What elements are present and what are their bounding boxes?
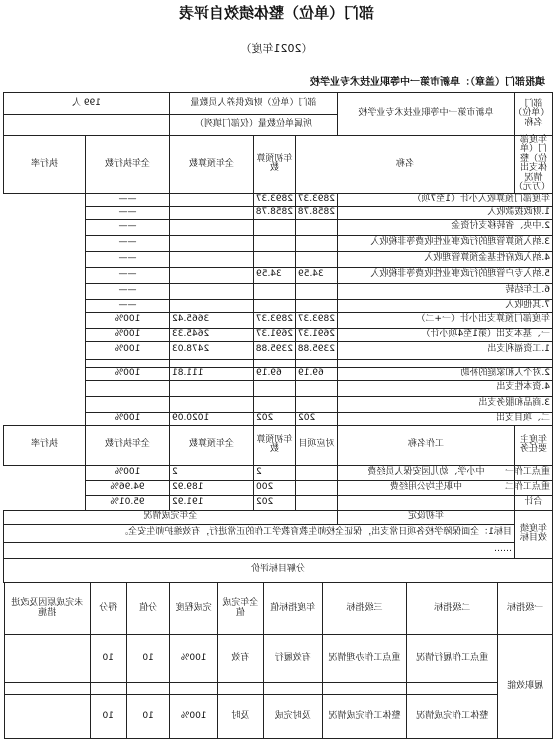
budget-row-name: 6.上年结转 <box>338 283 553 299</box>
budget-row-name: 4.资本性支出 <box>338 380 553 396</box>
indicator-score <box>90 683 126 695</box>
indicator-lvl2: 重点工作履行情况 <box>407 635 498 683</box>
budget-row-adjusted <box>254 219 296 235</box>
budget-row <box>3 206 552 219</box>
budget-row-initial: 34.59 <box>296 267 338 283</box>
budget-row-initial: 2858.78 <box>296 206 338 219</box>
budget-row <box>3 412 552 425</box>
budget-row-initial: 202 <box>296 412 338 425</box>
budget-header-rate: 执行率 <box>3 136 85 194</box>
indicator-score: 10 <box>90 695 126 739</box>
task-row-initial <box>296 495 338 510</box>
budget-row-rate: —— <box>86 267 170 283</box>
task-row-name: 重点工作一 <box>515 465 553 480</box>
task-row-rate: 95.01% <box>86 495 170 510</box>
budget-row-initial <box>296 299 338 312</box>
budget-row-adjusted <box>254 299 296 312</box>
task-row-name: 合计 <box>515 495 553 510</box>
eval-header-degree: 完成程度 <box>170 583 218 635</box>
budget-row <box>3 328 552 341</box>
budget-row-actual <box>170 206 254 219</box>
budget-row-rate: —— <box>86 219 170 235</box>
task-row-adjusted: 200 <box>254 480 296 495</box>
budget-row-initial <box>296 359 338 367</box>
budget-row-initial: 2691.37 <box>296 328 338 341</box>
goals-section-label: 年度绩效目标 <box>515 510 553 558</box>
indicator-lvl3 <box>322 683 406 695</box>
budget-row-name: 年度部门预算收入小计（1至7项） <box>338 193 553 206</box>
eval-header-lvl2: 二级指标 <box>407 583 498 635</box>
budget-row <box>3 367 552 380</box>
budget-rows <box>3 193 552 425</box>
budget-row-actual <box>170 359 254 367</box>
budget-row-actual: 2645.33 <box>170 328 254 341</box>
budget-row-name: 2.中央、省转移支付资金 <box>338 219 553 235</box>
eval-header-weight: 分值 <box>126 583 169 635</box>
indicator-reason <box>5 635 91 683</box>
budget-row-actual <box>170 299 254 312</box>
budget-row-name: 年度部门预算支出小计（一+二） <box>338 312 553 328</box>
budget-row <box>3 299 552 312</box>
task-row-initial <box>296 480 338 495</box>
budget-row-actual <box>170 283 254 299</box>
budget-row-rate: —— <box>86 206 170 219</box>
indicator-done: 有效 <box>218 635 264 683</box>
goals-done-label: 全年完成情况 <box>3 510 337 524</box>
task-row-actual: 191.92 <box>170 495 254 510</box>
goal-1-label: 目标1： <box>479 527 512 538</box>
budget-row-rate: —— <box>86 299 170 312</box>
staff-count-value: 199 人 <box>3 93 169 115</box>
budget-row-initial <box>296 251 338 267</box>
budget-row-initial <box>296 380 338 396</box>
budget-row-adjusted: 2893.37 <box>254 312 296 328</box>
eval-header-reason: 未完成原因及改进措施 <box>5 583 91 635</box>
budget-row-rate: 100% <box>86 412 170 425</box>
budget-row-actual <box>170 267 254 283</box>
indicator-target: 有效履行 <box>263 635 322 683</box>
budget-header-actual: 全年执行数 <box>86 136 170 194</box>
task-row-project <box>338 495 515 510</box>
tasks-header-rate: 执行率 <box>3 425 85 465</box>
dept-name-value: 阜新市第一中等职业技术专业学校 <box>338 93 515 136</box>
budget-row-initial <box>296 235 338 251</box>
indicator-weight: 10 <box>126 695 169 739</box>
goal-1-text: 全面保障学校各项日常支出，保证全校师生教育教学工作的正常进行，有效维护师生安全。 <box>119 527 480 538</box>
task-row-rate: 94.96% <box>86 480 170 495</box>
task-row <box>3 480 552 495</box>
budget-row-rate: 100% <box>86 341 170 359</box>
budget-row-adjusted <box>254 251 296 267</box>
task-row-project: 中职生均公用经费 <box>338 480 515 495</box>
task-row-project: 中小学、幼儿园安保人员经费 <box>338 465 515 480</box>
budget-row <box>3 396 552 412</box>
budget-row-actual <box>170 396 254 412</box>
budget-row-adjusted: 69.19 <box>254 367 296 380</box>
budget-row-initial <box>296 219 338 235</box>
budget-row <box>3 235 552 251</box>
budget-row <box>3 267 552 283</box>
page-title: 部门（单位）整体绩效自评表 <box>179 4 375 22</box>
budget-row-adjusted <box>254 235 296 251</box>
task-row-adjusted: 2 <box>254 465 296 480</box>
goal-1 <box>3 524 514 542</box>
task-row-rate: 100% <box>86 465 170 480</box>
budget-row-name: 一、基本支出（第1至4项小计） <box>338 328 553 341</box>
budget-row-name: 2.对个人和家庭的补助 <box>338 367 553 380</box>
budget-row-adjusted: 2395.88 <box>254 341 296 359</box>
indicator-target <box>263 683 322 695</box>
budget-row-rate: —— <box>86 193 170 206</box>
indicator-score: 10 <box>90 635 126 683</box>
task-row <box>3 495 552 510</box>
budget-row <box>3 219 552 235</box>
budget-row-actual <box>170 193 254 206</box>
indicator-lvl3: 重点工作办理情况 <box>322 635 406 683</box>
tasks-section-label: 年度主要任务 <box>515 425 553 465</box>
budget-row-rate: 100% <box>86 328 170 341</box>
budget-row-initial: 2893.37 <box>296 193 338 206</box>
budget-row-initial <box>296 396 338 412</box>
indicator-done: 及时 <box>218 695 264 739</box>
task-row-actual: 189.92 <box>170 480 254 495</box>
budget-row-adjusted <box>254 396 296 412</box>
indicator-row <box>5 683 553 695</box>
indicator-done <box>218 683 264 695</box>
budget-row-name: 5.纳入专户管理的行政事业性收费等非税收入 <box>338 267 553 283</box>
budget-row-rate: 100% <box>86 312 170 328</box>
budget-row-actual <box>170 219 254 235</box>
budget-row-initial <box>296 283 338 299</box>
indicator-row <box>5 695 553 739</box>
tasks-header-task: 工作名称 <box>338 425 515 465</box>
eval-header-score: 得分 <box>90 583 126 635</box>
budget-row-actual <box>170 235 254 251</box>
budget-row <box>3 193 552 206</box>
budget-row-adjusted <box>254 283 296 299</box>
budget-row-initial: 69.19 <box>296 367 338 380</box>
eval-header-target: 年度指标值 <box>263 583 322 635</box>
tasks-header-project: 对应项目 <box>296 425 338 465</box>
budget-section-label: 年度部门（单位）整体支出情况（万元） <box>515 136 553 194</box>
indicator-table <box>4 582 553 739</box>
eval-header-done: 全年完成值 <box>218 583 264 635</box>
budget-row-name: 1.工资福利支出 <box>338 341 553 359</box>
budget-row-name: 3.商品和服务支出 <box>338 396 553 412</box>
report-year: （2021年度） <box>240 42 313 55</box>
indicator-degree: 100% <box>170 635 218 683</box>
budget-row-actual <box>170 380 254 396</box>
indicator-weight <box>126 683 169 695</box>
task-row <box>3 465 552 480</box>
task-rows <box>3 465 552 510</box>
indicator-row <box>5 635 553 683</box>
budget-row-adjusted: 202 <box>254 412 296 425</box>
budget-row-adjusted: 2858.78 <box>254 206 296 219</box>
budget-row-actual: 2478.03 <box>170 341 254 359</box>
task-row-name: 重点工作二 <box>515 480 553 495</box>
budget-row <box>3 341 552 359</box>
indicator-lvl3: 整体工作完成情况 <box>322 695 406 739</box>
budget-row-initial: 2395.88 <box>296 341 338 359</box>
task-row-actual: 2 <box>170 465 254 480</box>
budget-row <box>3 251 552 267</box>
budget-row-adjusted: 34.59 <box>254 267 296 283</box>
indicator-degree: 100% <box>170 695 218 739</box>
budget-header-adjusted: 全年预算数 <box>170 136 254 194</box>
indicator-weight: 10 <box>126 635 169 683</box>
budget-header-initial: 年初预算数 <box>254 136 296 194</box>
budget-header-name: 名称 <box>296 136 515 194</box>
budget-row-name: 4.纳入政府性基金预算管理收入 <box>338 251 553 267</box>
task-row-initial <box>296 465 338 480</box>
budget-row-adjusted: 2893.37 <box>254 193 296 206</box>
budget-row-rate: —— <box>86 283 170 299</box>
fill-unit-label: 填报部门（盖章）： <box>460 77 545 88</box>
fill-unit-value: 阜新市第一中等职业技术专业学校 <box>310 77 460 88</box>
budget-row-name: 3.纳入预算管理的行政事业性收费等非税收入 <box>338 235 553 251</box>
budget-row-name: 7.其他收入 <box>338 299 553 312</box>
budget-row-rate: —— <box>86 251 170 267</box>
budget-row <box>3 359 552 367</box>
indicator-lvl1: 履职效能 <box>498 635 553 739</box>
budget-row-rate <box>86 396 170 412</box>
eval-header-lvl1: 一级指标 <box>498 583 553 635</box>
indicator-degree <box>170 683 218 695</box>
goals-set-label: 年初设定 <box>338 510 515 524</box>
budget-row-actual: 1020.09 <box>170 412 254 425</box>
tasks-header-actual: 全年执行数 <box>86 425 170 465</box>
evaluation-table <box>3 92 553 583</box>
budget-row-adjusted <box>254 380 296 396</box>
tasks-header-adjusted: 全年预算数 <box>170 425 254 465</box>
eval-header-lvl3: 三级指标 <box>322 583 406 635</box>
indicator-rows <box>5 635 553 739</box>
indicator-lvl2: 整体工作完成情况 <box>407 695 498 739</box>
budget-row-name: 二、项目支出 <box>338 412 553 425</box>
dept-name-label: 部门（单位）名称 <box>515 93 553 136</box>
budget-row <box>3 312 552 328</box>
budget-row-initial: 2893.37 <box>296 312 338 328</box>
budget-row-actual <box>170 251 254 267</box>
sub-units-value <box>3 115 169 136</box>
budget-row <box>3 380 552 396</box>
budget-row-name <box>338 359 553 367</box>
sub-units-label: 所属单位数量（仅部门填列） <box>170 115 338 136</box>
fill-unit-line <box>310 73 545 88</box>
budget-row-rate <box>86 359 170 367</box>
budget-row-rate: 100% <box>86 367 170 380</box>
indicator-target: 及时完成 <box>263 695 322 739</box>
tasks-header-initial: 年初预算数 <box>254 425 296 465</box>
budget-row-actual: 111.81 <box>170 367 254 380</box>
budget-row-actual: 3665.42 <box>170 312 254 328</box>
budget-row-rate <box>86 380 170 396</box>
indicator-lvl2 <box>407 683 498 695</box>
budget-row-rate: —— <box>86 235 170 251</box>
evaluation-section-label: 分解目标评价 <box>3 558 552 582</box>
goal-ellipsis: …… <box>3 542 514 558</box>
indicator-reason <box>5 695 91 739</box>
budget-row-name: 1.财政拨款收入 <box>338 206 553 219</box>
task-row-adjusted: 202 <box>254 495 296 510</box>
budget-row-adjusted: 2691.37 <box>254 328 296 341</box>
budget-row-adjusted <box>254 359 296 367</box>
staff-count-label: 部门（单位）财政供养人员数量 <box>170 93 338 115</box>
budget-row <box>3 283 552 299</box>
indicator-reason <box>5 683 91 695</box>
